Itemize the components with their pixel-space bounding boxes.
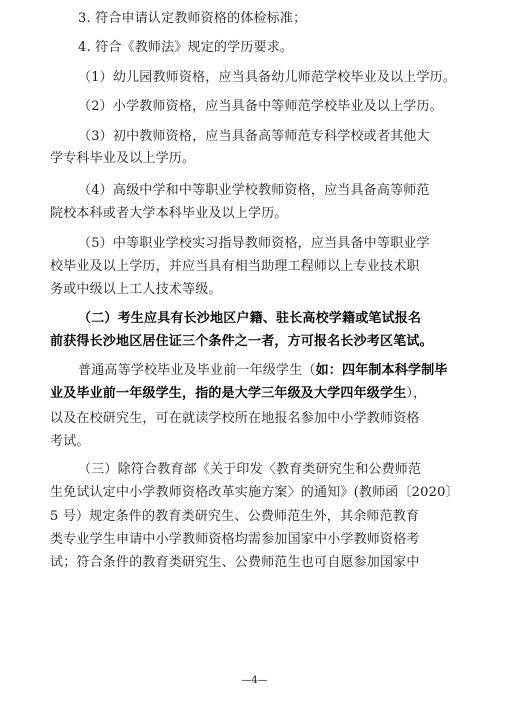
page-number: —4—	[241, 675, 268, 686]
text-segment: 生免试认定中小学教师资格改革实施方案〉的通知》(教师函〔2020〕	[50, 485, 459, 500]
text-segment: 以及在校研究生，可在就读学校所在地报名参加中小学教师资格	[50, 411, 420, 426]
text-line-req-senior-vocational-2	[0, 205, 509, 223]
text-line-req-kindergarten	[0, 69, 509, 87]
text-line-req-vocational-instructor-3	[0, 281, 509, 299]
text-segment: （5）中等职业学校实习指导教师资格，应当具备中等职业学	[78, 236, 430, 251]
text-segment: 务或中级以上工人技术等级。	[50, 282, 222, 297]
text-line-req-junior-high-2	[0, 150, 509, 168]
text-line-section-2-heading-1	[0, 310, 509, 328]
text-segment: 4. 符合《教师法》规定的学历要求。	[78, 40, 294, 55]
text-segment: （2）小学教师资格，应当具备中等师范学校毕业及以上学历。	[78, 99, 443, 114]
text-segment: 学专科毕业及以上学历。	[50, 151, 196, 166]
text-segment: （1）幼儿园教师资格，应当具备幼儿师范学校毕业及以上学历。	[78, 70, 457, 85]
text-line-req-physical-standard	[0, 10, 509, 28]
text-line-req-vocational-instructor-2	[0, 258, 509, 276]
text-line-section-3-2	[0, 484, 509, 502]
text-line-req-vocational-instructor-1	[0, 235, 509, 253]
text-segment: 普通高等学校毕业及毕业前一年级学生（	[78, 363, 316, 378]
text-line-section-2-body-3	[0, 410, 509, 428]
text-segment: 试；符合条件的教育类研究生、公费师范生也可自愿参加国家中	[50, 555, 420, 570]
text-segment: 考试。	[50, 434, 90, 449]
text-line-section-2-body-2	[0, 385, 509, 403]
text-line-section-2-body-4	[0, 433, 509, 451]
text-line-section-2-body-1	[0, 362, 509, 380]
text-segment: ），	[406, 386, 427, 401]
text-segment: （4）高级中学和中等职业学校教师资格，应当具备高等师范	[78, 183, 430, 198]
text-line-req-senior-vocational-1	[0, 182, 509, 200]
text-line-section-3-4	[0, 531, 509, 549]
text-segment: 3. 符合申请认定教师资格的体检标准；	[78, 11, 307, 26]
text-segment: （3）初中教师资格，应当具备高等师范专科学校或者其他大	[78, 129, 430, 144]
text-line-req-junior-high-1	[0, 128, 509, 146]
text-line-section-3-1	[0, 461, 509, 479]
text-segment: 类专业学生申请中小学教师资格均需参加国家中小学教师资格考	[50, 532, 420, 547]
text-segment: 业及毕业前一年级学生，指的是大学三年级及大学四年级学生	[50, 386, 407, 401]
text-line-section-2-heading-2	[0, 333, 509, 351]
text-line-section-3-3	[0, 508, 509, 526]
text-segment: （二）考生应具有长沙地区户籍、驻长高校学籍或笔试报名	[78, 311, 422, 326]
text-segment: 如：四年制本科学制毕	[315, 363, 448, 378]
text-segment: 校毕业及以上学历，并应当具有相当助理工程师以上专业技术职	[50, 259, 420, 274]
text-line-section-3-5	[0, 554, 509, 572]
text-segment: （三）除符合教育部《关于印发〈教育类研究生和公费师范	[78, 462, 422, 477]
text-segment: 前获得长沙地区居住证三个条件之一者，方可报名长沙考区笔试。	[50, 334, 433, 349]
text-line-req-primary	[0, 98, 509, 116]
text-segment: 5 号）规定条件的教育类研究生、公费师范生外，其余师范教育	[50, 509, 420, 524]
text-line-req-education-law	[0, 39, 509, 57]
text-segment: 院校本科或者大学本科毕业及以上学历。	[50, 206, 288, 221]
